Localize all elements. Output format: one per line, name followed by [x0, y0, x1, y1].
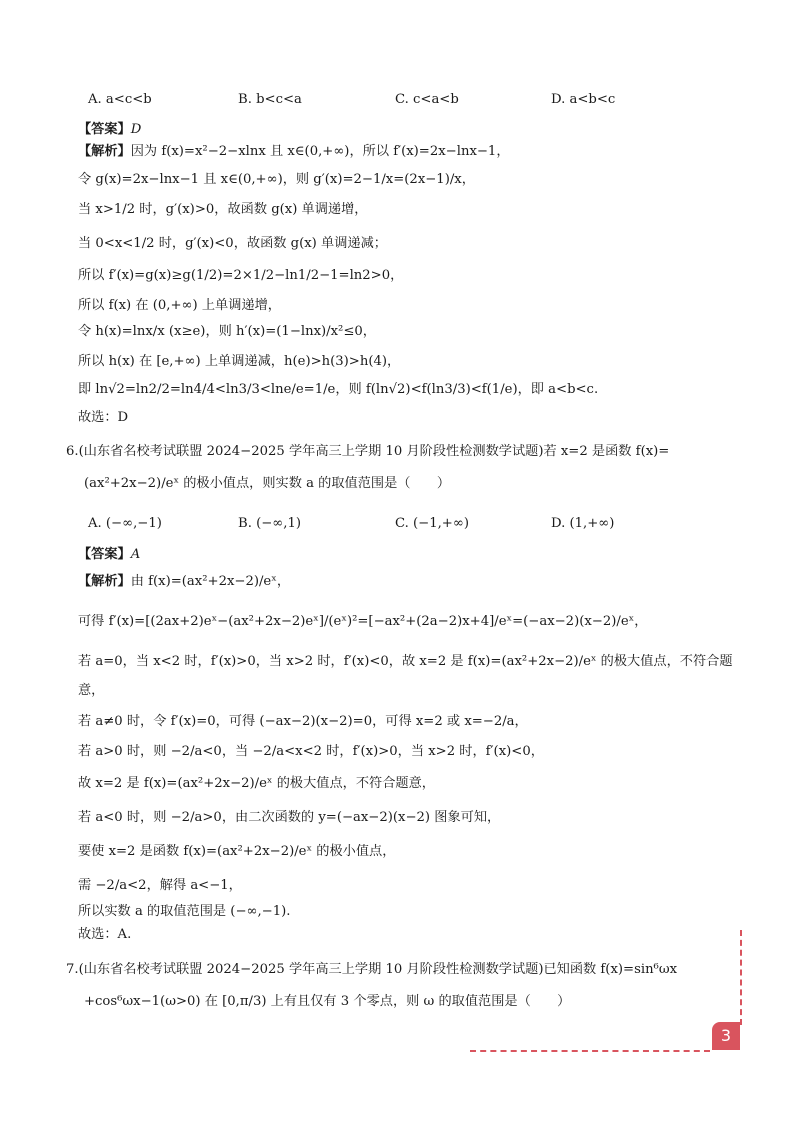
question-text: 若 x=2 是函数 f(x)=: [543, 444, 670, 459]
q6-analysis-line: [78, 572, 290, 592]
q6-option-b: B. (−∞,1): [238, 516, 301, 531]
question-text: 已知函数 f(x)=sin⁶ωx: [543, 962, 678, 977]
answer-value: A: [130, 547, 141, 562]
q6-stem: [66, 442, 669, 462]
q6-analysis-line: 可得 f′(x)=[(2ax+2)eˣ−(ax²+2x−2)eˣ]/(eˣ)²=[−ax²+(2a−2)x+4]/eˣ=(−ax−2)(x−2)/eˣ，: [78, 614, 648, 629]
q6-option-c: C. (−1,+∞): [395, 516, 469, 531]
decorative-dashed-border: [470, 1050, 710, 1052]
q6-analysis-line: 若 a≠0 时，令 f′(x)=0，可得 (−ax−2)(x−2)=0，可得 x=2 或 x=−2/a，: [78, 714, 528, 729]
question-number: 6.: [66, 444, 79, 459]
q7-stem: [66, 960, 677, 980]
q5-option-a: A. a<c<b: [88, 92, 152, 107]
decorative-dashed-border: [740, 930, 742, 1025]
q6-stem-cont: (ax²+2x−2)/eˣ 的极小值点，则实数 a 的取值范围是（ ）: [84, 476, 451, 491]
question-source: (山东省名校考试联盟 2024−2025 学年高三上学期 10 月阶段性检测数学试题): [78, 444, 544, 459]
page-number: 3: [712, 1022, 740, 1050]
q5-analysis-line: 所以 f′(x)=g(x)≥g(1/2)=2×1/2−ln1/2−1=ln2>0，: [78, 268, 404, 283]
analysis-text: 因为 f(x)=x²−2−xlnx 且 x∈(0,+∞)，所以 f′(x)=2x−lnx−1，: [130, 144, 510, 159]
q5-analysis-line: 当 x>1/2 时，g′(x)>0，故函数 g(x) 单调递增，: [78, 202, 368, 217]
q6-analysis-line: 故选：A.: [78, 927, 132, 942]
q5-analysis-line: 即 ln√2=ln2/2=ln4/4<ln3/3<lne/e=1/e，则 f(ln√2)<f(ln3/3)<f(1/e)，即 a<b<c.: [78, 382, 599, 397]
q5-analysis-line: 令 h(x)=lnx/x (x≥e)，则 h′(x)=(1−lnx)/x²≤0，: [78, 324, 376, 339]
q5-answer: [78, 120, 141, 140]
q6-analysis-line: 要使 x=2 是函数 f(x)=(ax²+2x−2)/eˣ 的极小值点，: [78, 844, 396, 859]
q5-option-d: D. a<b<c: [551, 92, 616, 107]
q6-analysis-line: 故 x=2 是 f(x)=(ax²+2x−2)/eˣ 的极大值点，不符合题意，: [78, 776, 435, 791]
q5-analysis-line: 故选：D: [78, 410, 129, 425]
q5-analysis-line: 所以 h(x) 在 [e,+∞) 上单调递减，h(e)>h(3)>h(4)，: [78, 354, 401, 369]
q7-stem-cont: +cos⁶ωx−1(ω>0) 在 [0,π/3) 上有且仅有 3 个零点，则 ω 的取值范围是（ ）: [84, 994, 571, 1009]
answer-label: 【答案】: [78, 547, 131, 562]
analysis-label: 【解析】: [78, 144, 131, 159]
analysis-label: 【解析】: [78, 574, 131, 589]
analysis-text: 由 f(x)=(ax²+2x−2)/eˣ，: [130, 574, 291, 589]
q6-analysis-line: 若 a=0，当 x<2 时，f′(x)>0，当 x>2 时，f′(x)<0，故 x=2 是 f(x)=(ax²+2x−2)/eˣ 的极大值点，不符合题: [78, 654, 733, 669]
q6-analysis-line: 所以实数 a 的取值范围是 (−∞,−1).: [78, 904, 291, 919]
answer-value: D: [130, 122, 142, 137]
q5-analysis-line: 当 0<x<1/2 时，g′(x)<0，故函数 g(x) 单调递减；: [78, 236, 387, 251]
q5-option-c: C. c<a<b: [395, 92, 459, 107]
q6-analysis-line: 若 a>0 时，则 −2/a<0，当 −2/a<x<2 时，f′(x)>0，当 x>2 时，f′(x)<0，: [78, 744, 544, 759]
q6-option-a: A. (−∞,−1): [88, 516, 162, 531]
q6-option-d: D. (1,+∞): [551, 516, 615, 531]
q6-analysis-line: 需 −2/a<2，解得 a<−1，: [78, 878, 242, 893]
q6-answer: [78, 545, 140, 565]
answer-label: 【答案】: [78, 122, 131, 137]
q5-analysis-line: 所以 f(x) 在 (0,+∞) 上单调递增，: [78, 298, 281, 313]
q6-analysis-line: 若 a<0 时，则 −2/a>0，由二次函数的 y=(−ax−2)(x−2) 图象可知，: [78, 810, 501, 825]
q5-analysis-line: [78, 142, 510, 162]
question-source: (山东省名校考试联盟 2024−2025 学年高三上学期 10 月阶段性检测数学试题): [78, 962, 544, 977]
q6-analysis-line: 意，: [78, 683, 105, 698]
q5-option-b: B. b<c<a: [238, 92, 302, 107]
question-number: 7.: [66, 962, 79, 977]
q5-analysis-line: 令 g(x)=2x−lnx−1 且 x∈(0,+∞)，则 g′(x)=2−1/x=(2x−1)/x，: [78, 172, 475, 187]
